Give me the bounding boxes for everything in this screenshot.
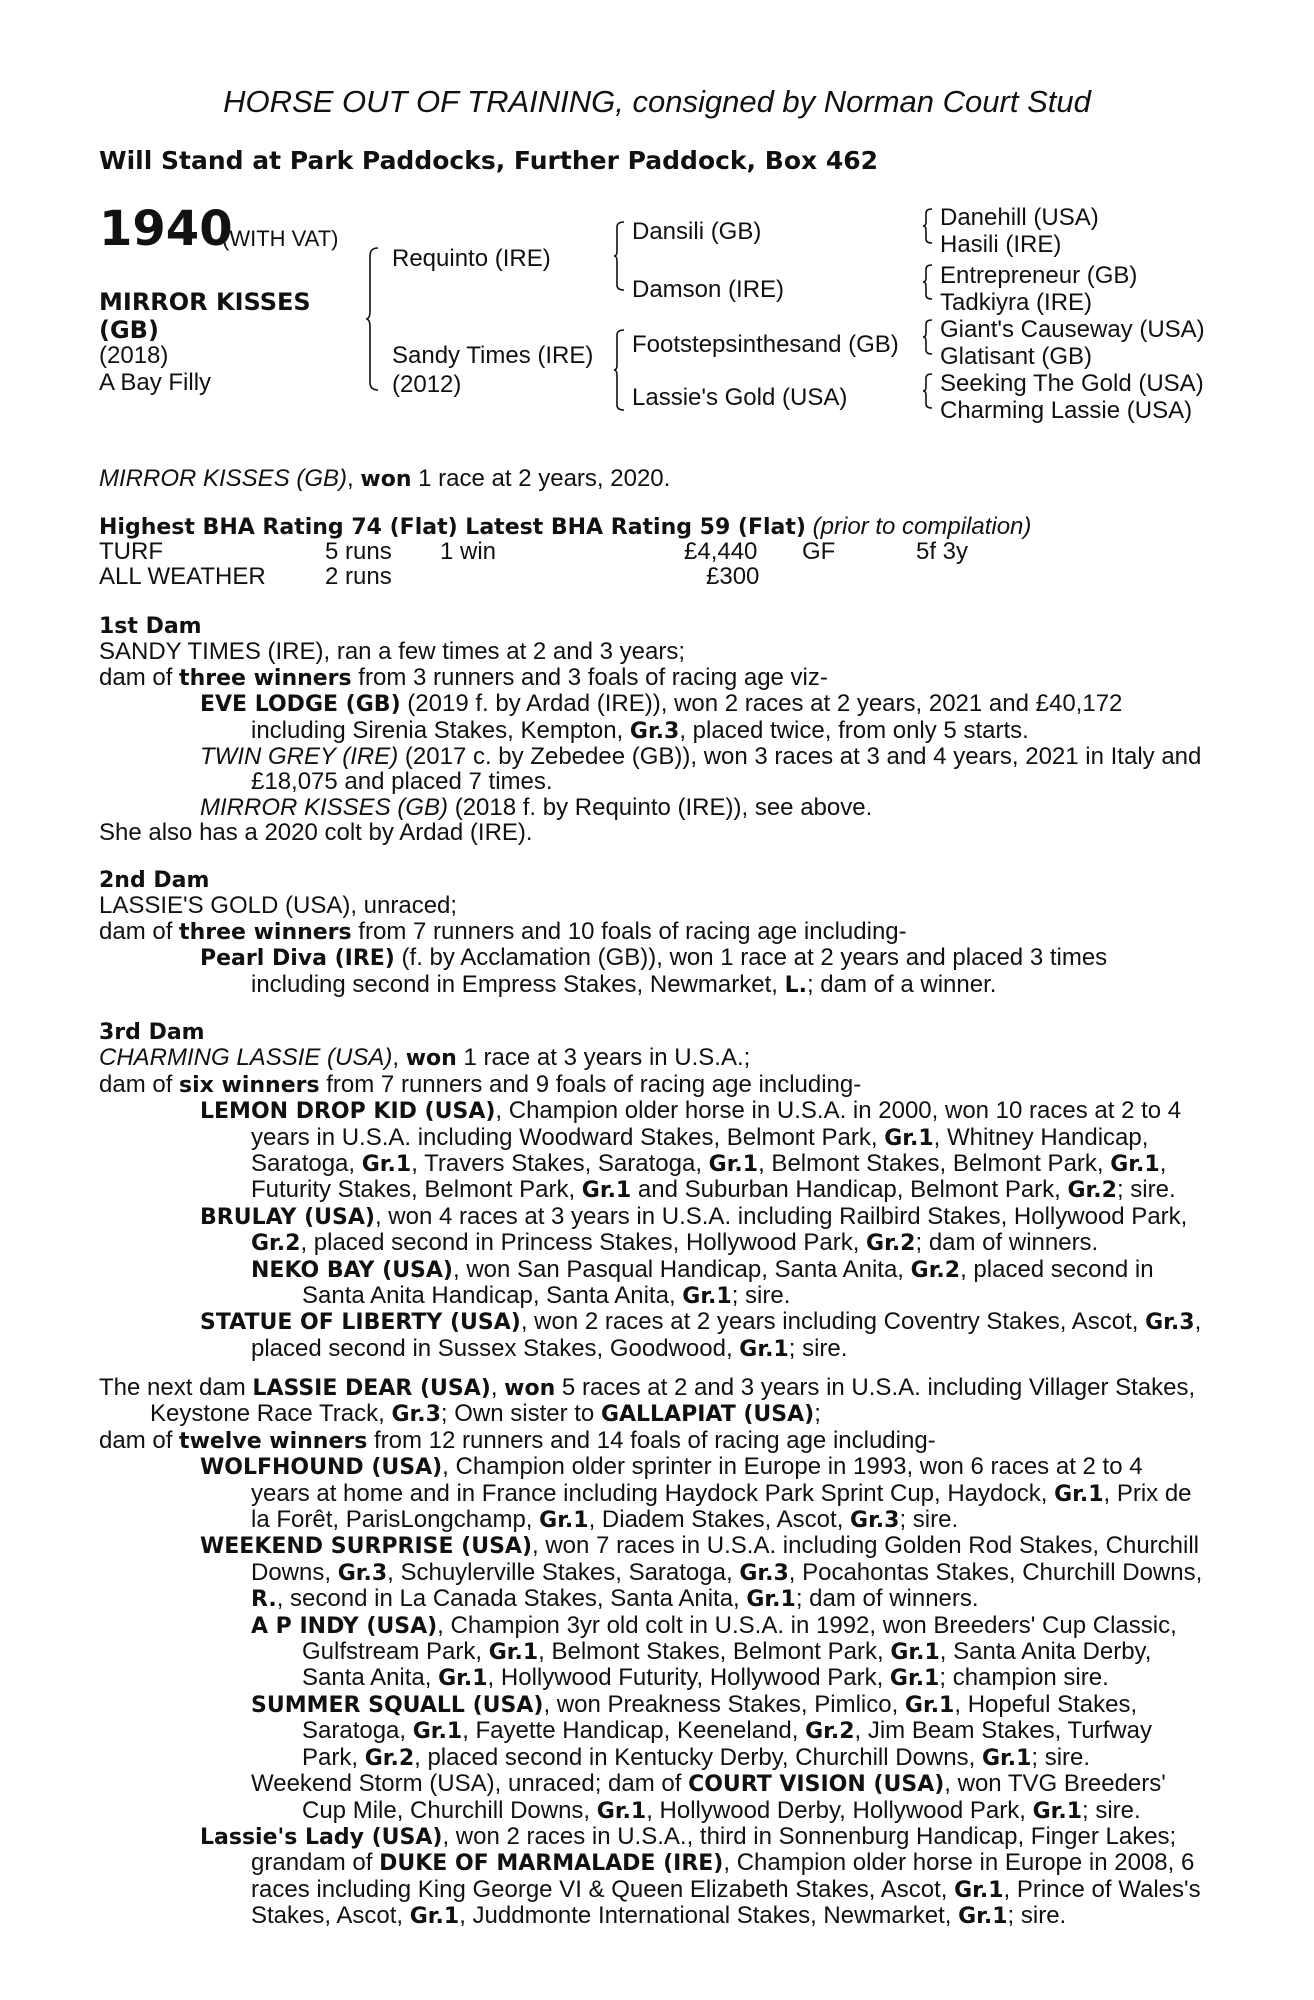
turf-runs: 5 runs <box>325 538 392 565</box>
next-dam-line: The next dam LASSIE DEAR (USA), won 5 races at 2 and 3 years in U.S.A. including Villager Stakes, Keystone Race Track, Gr.3; Own sister to GALLAPIAT (USA); <box>99 1374 1196 1428</box>
first-dam-section <box>99 614 1207 846</box>
aw-label: ALL WEATHER <box>99 563 266 590</box>
aw-runs: 2 runs <box>325 563 392 590</box>
horse-description: A Bay Filly <box>99 369 212 396</box>
pedigree-bracket-ss <box>923 209 934 243</box>
produce-entry: STATUE OF LIBERTY (USA), won 2 races at 2 years including Coventry Stakes, Ascot, Gr.3, placed second in Sussex Stakes, Goodwood, Gr.1; sire. <box>200 1308 1202 1362</box>
vat-note: (WITH VAT) <box>222 226 339 251</box>
produce-entry: LEMON DROP KID (USA), Champion older horse in U.S.A. in 2000, won 10 races at 2 to 4 years in U.S.A. including Woodward Stakes, Belmont Park, Gr.1, Whitney Handicap, Saratoga, Gr.1, Travers Stakes, Saratoga, Gr.1, Belmont Stakes, Belmont Park, Gr.1, Futurity Stakes, Belmont Park, Gr.1 and Suburban Handicap, Belmont Park, Gr.2; sire. <box>200 1097 1182 1204</box>
pedigree-sire-sire: Dansili (GB) <box>632 218 762 245</box>
pedigree-sire-dam: Damson (IRE) <box>632 276 785 303</box>
pedigree-sdd: Tadkiyra (IRE) <box>940 289 1093 316</box>
produce-entry: A P INDY (USA), Champion 3yr old colt in U.S.A. in 1992, won Breeders' Cup Classic, Gulfstream Park, Gr.1, Belmont Stakes, Belmont Park, Gr.1, Santa Anita Derby, Santa Anita, Gr.1, Hollywood Futurity, Hollywood Park, Gr.1; champion sire. <box>251 1611 1177 1692</box>
second-dam-section <box>99 868 1207 998</box>
pedigree-ddd: Charming Lassie (USA) <box>940 397 1193 424</box>
produce-entry: Pearl Diva (IRE) (f. by Acclamation (GB)), won 1 race at 2 years and placed 3 times including second in Empress Stakes, Newmarket, L.; dam of a winner. <box>200 944 1108 998</box>
horse-name-line2: (GB) <box>99 316 159 344</box>
aw-earnings: £300 <box>706 563 760 590</box>
pedigree-bracket-sire <box>614 222 626 290</box>
next-dam-section <box>99 1375 1207 1930</box>
pedigree-bracket-sire-dam <box>366 248 382 390</box>
pedigree-dss: Giant's Causeway (USA) <box>940 316 1205 343</box>
pedigree-dam-sire: Footstepsinthesand (GB) <box>632 331 899 358</box>
pedigree-sss: Danehill (USA) <box>940 204 1099 231</box>
horse-name <box>99 288 311 344</box>
produce-entry: NEKO BAY (USA), won San Pasqual Handicap, Santa Anita, Gr.2, placed second in Santa Anita Handicap, Santa Anita, Gr.1; sire. <box>251 1255 1154 1310</box>
pedigree-dam-dam: Lassie's Gold (USA) <box>632 384 848 411</box>
pedigree-dam: Sandy Times (IRE) <box>392 342 594 369</box>
second-dam-heading: 2nd Dam <box>99 868 210 893</box>
produce-entry: WOLFHOUND (USA), Champion older sprinter in Europe in 1993, won 6 races at 2 to 4 years at home and in France including Haydock Park Sprint Cup, Haydock, Gr.1, Prix de la Forêt, ParisLongchamp, Gr.1, Diadem Stakes, Ascot, Gr.3; sire. <box>200 1453 1192 1534</box>
turf-label: TURF <box>99 538 163 565</box>
turf-going: GF <box>802 538 836 565</box>
produce-entry: Weekend Storm (USA), unraced; dam of COURT VISION (USA), won TVG Breeders' Cup Mile, Churchill Downs, Gr.1, Hollywood Derby, Hollywood Park, Gr.1; sire. <box>251 1770 1166 1824</box>
pedigree-ssd: Hasili (IRE) <box>940 231 1062 258</box>
pedigree-bracket-dd <box>923 374 934 408</box>
produce-entry: MIRROR KISSES (GB) (2018 f. by Requinto (IRE)), see above. <box>200 793 873 821</box>
third-dam-heading: 3rd Dam <box>99 1020 205 1045</box>
pedigree-bracket-dam <box>614 330 626 410</box>
next-dam-produce: dam of twelve winners from 12 runners and 14 foals of racing age including- <box>99 1426 936 1454</box>
produce-entry: WEEKEND SURPRISE (USA), won 7 races in U.S.A. including Golden Rod Stakes, Churchill Downs, Gr.3, Schuylerville Stakes, Saratoga, Gr.3, Pocahontas Stakes, Churchill Downs, R., second in La Canada Stakes, Santa Anita, Gr.1; dam of winners. <box>200 1532 1203 1613</box>
stand-location: Will Stand at Park Paddocks, Further Paddock, Box 462 <box>99 146 879 175</box>
produce-entry: TWIN GREY (IRE) (2017 c. by Zebedee (GB)), won 3 races at 3 and 4 years, 2021 in Italy and £18,075 and placed 7 times. <box>200 743 1202 796</box>
produce-entry: BRULAY (USA), won 4 races at 3 years in U.S.A. including Railbird Stakes, Hollywood Park, Gr.2, placed second in Princess Stakes, Hollywood Park, Gr.2; dam of winners. <box>200 1202 1188 1257</box>
second-dam-line: LASSIE'S GOLD (USA), unraced; <box>99 892 458 920</box>
pedigree-dam-year: (2012) <box>392 371 462 398</box>
produce-entry: EVE LODGE (GB) (2019 f. by Ardad (IRE)), won 2 races at 2 years, 2021 and £40,172 including Sirenia Stakes, Kempton, Gr.3, placed twice, from only 5 starts. <box>200 690 1123 744</box>
third-dam-line: CHARMING LASSIE (USA), won 1 race at 3 years in U.S.A.; <box>99 1044 751 1072</box>
pedigree-dds: Seeking The Gold (USA) <box>940 370 1204 397</box>
first-dam-line: SANDY TIMES (IRE), ran a few times at 2 and 3 years; <box>99 638 685 666</box>
lot-number: 1940 <box>99 201 233 257</box>
produce-entry: Lassie's Lady (USA), won 2 races in U.S.A., third in Sonnenburg Handicap, Finger Lakes; grandam of DUKE OF MARMALADE (IRE), Champion older horse in Europe in 2008, 6 races including King George VI & Queen Elizabeth Stakes, Ascot, Gr.1, Prince of Wales's Stakes, Ascot, Gr.1, Juddmonte International Stakes, Newmarket, Gr.1; sire. <box>200 1822 1201 1930</box>
pedigree-bracket-ds <box>923 320 934 354</box>
horse-year: (2018) <box>99 342 169 369</box>
horse-name-line1: MIRROR KISSES <box>99 288 311 316</box>
turf-distance: 5f 3y <box>916 538 969 565</box>
produce-entry: SUMMER SQUALL (USA), won Preakness Stakes, Pimlico, Gr.1, Hopeful Stakes, Saratoga, Gr.1, Fayette Handicap, Keeneland, Gr.2, Jim Beam Stakes, Turfway Park, Gr.2, placed second in Kentucky Derby, Churchill Downs, Gr.1; sire. <box>251 1690 1152 1771</box>
first-dam-note: She also has a 2020 colt by Ardad (IRE). <box>99 819 533 847</box>
race-summary: MIRROR KISSES (GB), won 1 race at 2 years, 2020. <box>99 465 671 492</box>
first-dam-produce: dam of three winners from 3 runners and 3 foals of racing age viz- <box>99 663 828 691</box>
second-dam-produce: dam of three winners from 7 runners and 10 foals of racing age including- <box>99 917 907 945</box>
turf-wins: 1 win <box>440 538 497 565</box>
pedigree-bracket-sd <box>923 265 934 299</box>
pedigree-sds: Entrepreneur (GB) <box>940 262 1138 289</box>
first-dam-heading: 1st Dam <box>99 614 202 639</box>
third-dam-produce: dam of six winners from 7 runners and 9 foals of racing age including- <box>99 1070 862 1098</box>
pedigree-dsd: Glatisant (GB) <box>940 343 1093 370</box>
page-title: HORSE OUT OF TRAINING, consigned by Norman Court Stud <box>223 84 1091 119</box>
turf-earnings: £4,440 <box>684 538 758 565</box>
pedigree-sire: Requinto (IRE) <box>392 245 551 272</box>
third-dam-section <box>99 1020 1207 1362</box>
bha-ratings: Highest BHA Rating 74 (Flat) Latest BHA Rating 59 (Flat) (prior to compilation) <box>99 513 1032 540</box>
